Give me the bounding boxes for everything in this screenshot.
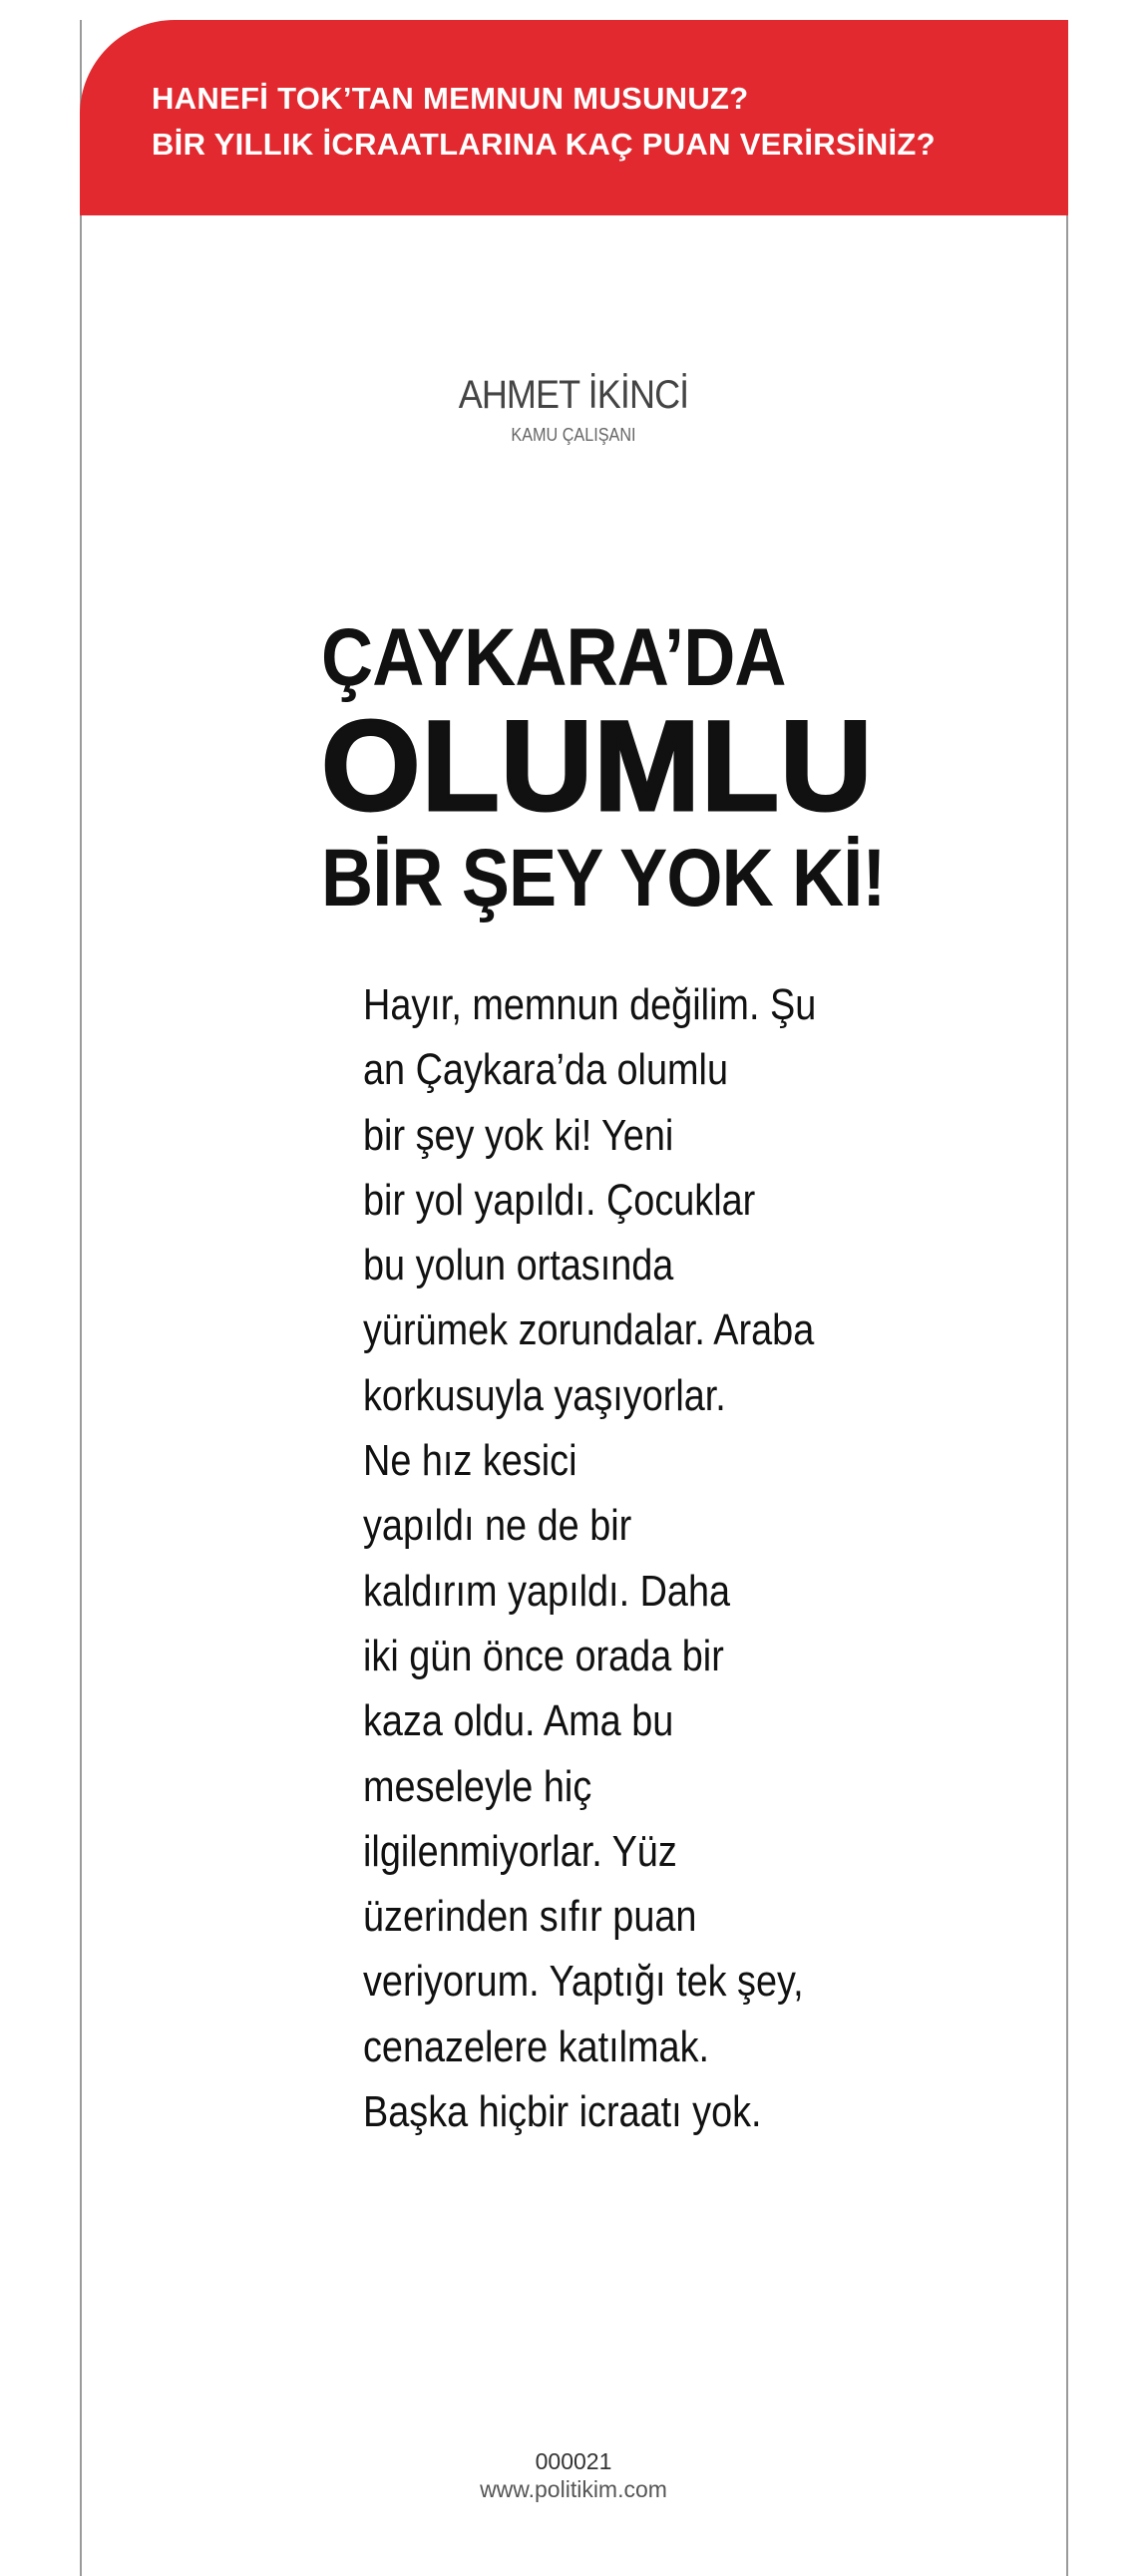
byline — [0, 371, 1147, 446]
body-line: korkusuyla yaşıyorlar. — [363, 1370, 726, 1420]
body-line: veriyorum. Yaptığı tek şey, — [363, 1957, 804, 2007]
body-line: yürümek zorundalar. Araba — [363, 1305, 815, 1355]
body-line: kaldırım yapıldı. Daha — [363, 1566, 731, 1616]
body-line: bu yolun ortasında — [363, 1241, 674, 1290]
body-line: üzerinden sıfır puan — [363, 1892, 697, 1942]
headline-line-3: BİR ŞEY YOK Kİ! — [321, 833, 886, 923]
quote-body — [363, 972, 961, 2144]
page-code: 000021 — [535, 2448, 612, 2474]
body-line: Hayır, memnun değilim. Şu — [363, 980, 817, 1029]
body-line: meseleyle hiç — [363, 1761, 592, 1811]
headline-line-2: OLUMLU — [321, 695, 874, 838]
body-line: yapıldı ne de bir — [363, 1501, 632, 1551]
body-line: an Çaykara’da olumlu — [363, 1045, 728, 1095]
body-line: Başka hiçbir icraatı yok. — [363, 2087, 762, 2137]
author-role: KAMU ÇALIŞANI — [511, 425, 636, 445]
body-line: ilgilenmiyorlar. Yüz — [363, 1826, 677, 1876]
author-name: AHMET İKİNCİ — [458, 373, 689, 417]
body-line: cenazelere katılmak. — [363, 2022, 710, 2071]
body-line: bir yol yapıldı. Çocuklar — [363, 1175, 756, 1225]
body-line: iki gün önce orada bir — [363, 1631, 724, 1680]
headline — [321, 610, 1039, 931]
website-link[interactable]: www.politikim.com — [480, 2476, 667, 2502]
body-line: Ne hız kesici — [363, 1436, 577, 1486]
headline-line-1: ÇAYKARA’DA — [321, 612, 786, 703]
banner-question-line: BİR YILLIK İCRAATLARINA KAÇ PUAN VERİRSİNİZ? — [152, 127, 936, 162]
body-line: kaza oldu. Ama bu — [363, 1696, 674, 1746]
question-banner — [80, 20, 1068, 215]
footer — [0, 2447, 1147, 2503]
banner-question-line: HANEFİ TOK’TAN MEMNUN MUSUNUZ? — [152, 81, 749, 116]
body-line: bir şey yok ki! Yeni — [363, 1110, 674, 1160]
